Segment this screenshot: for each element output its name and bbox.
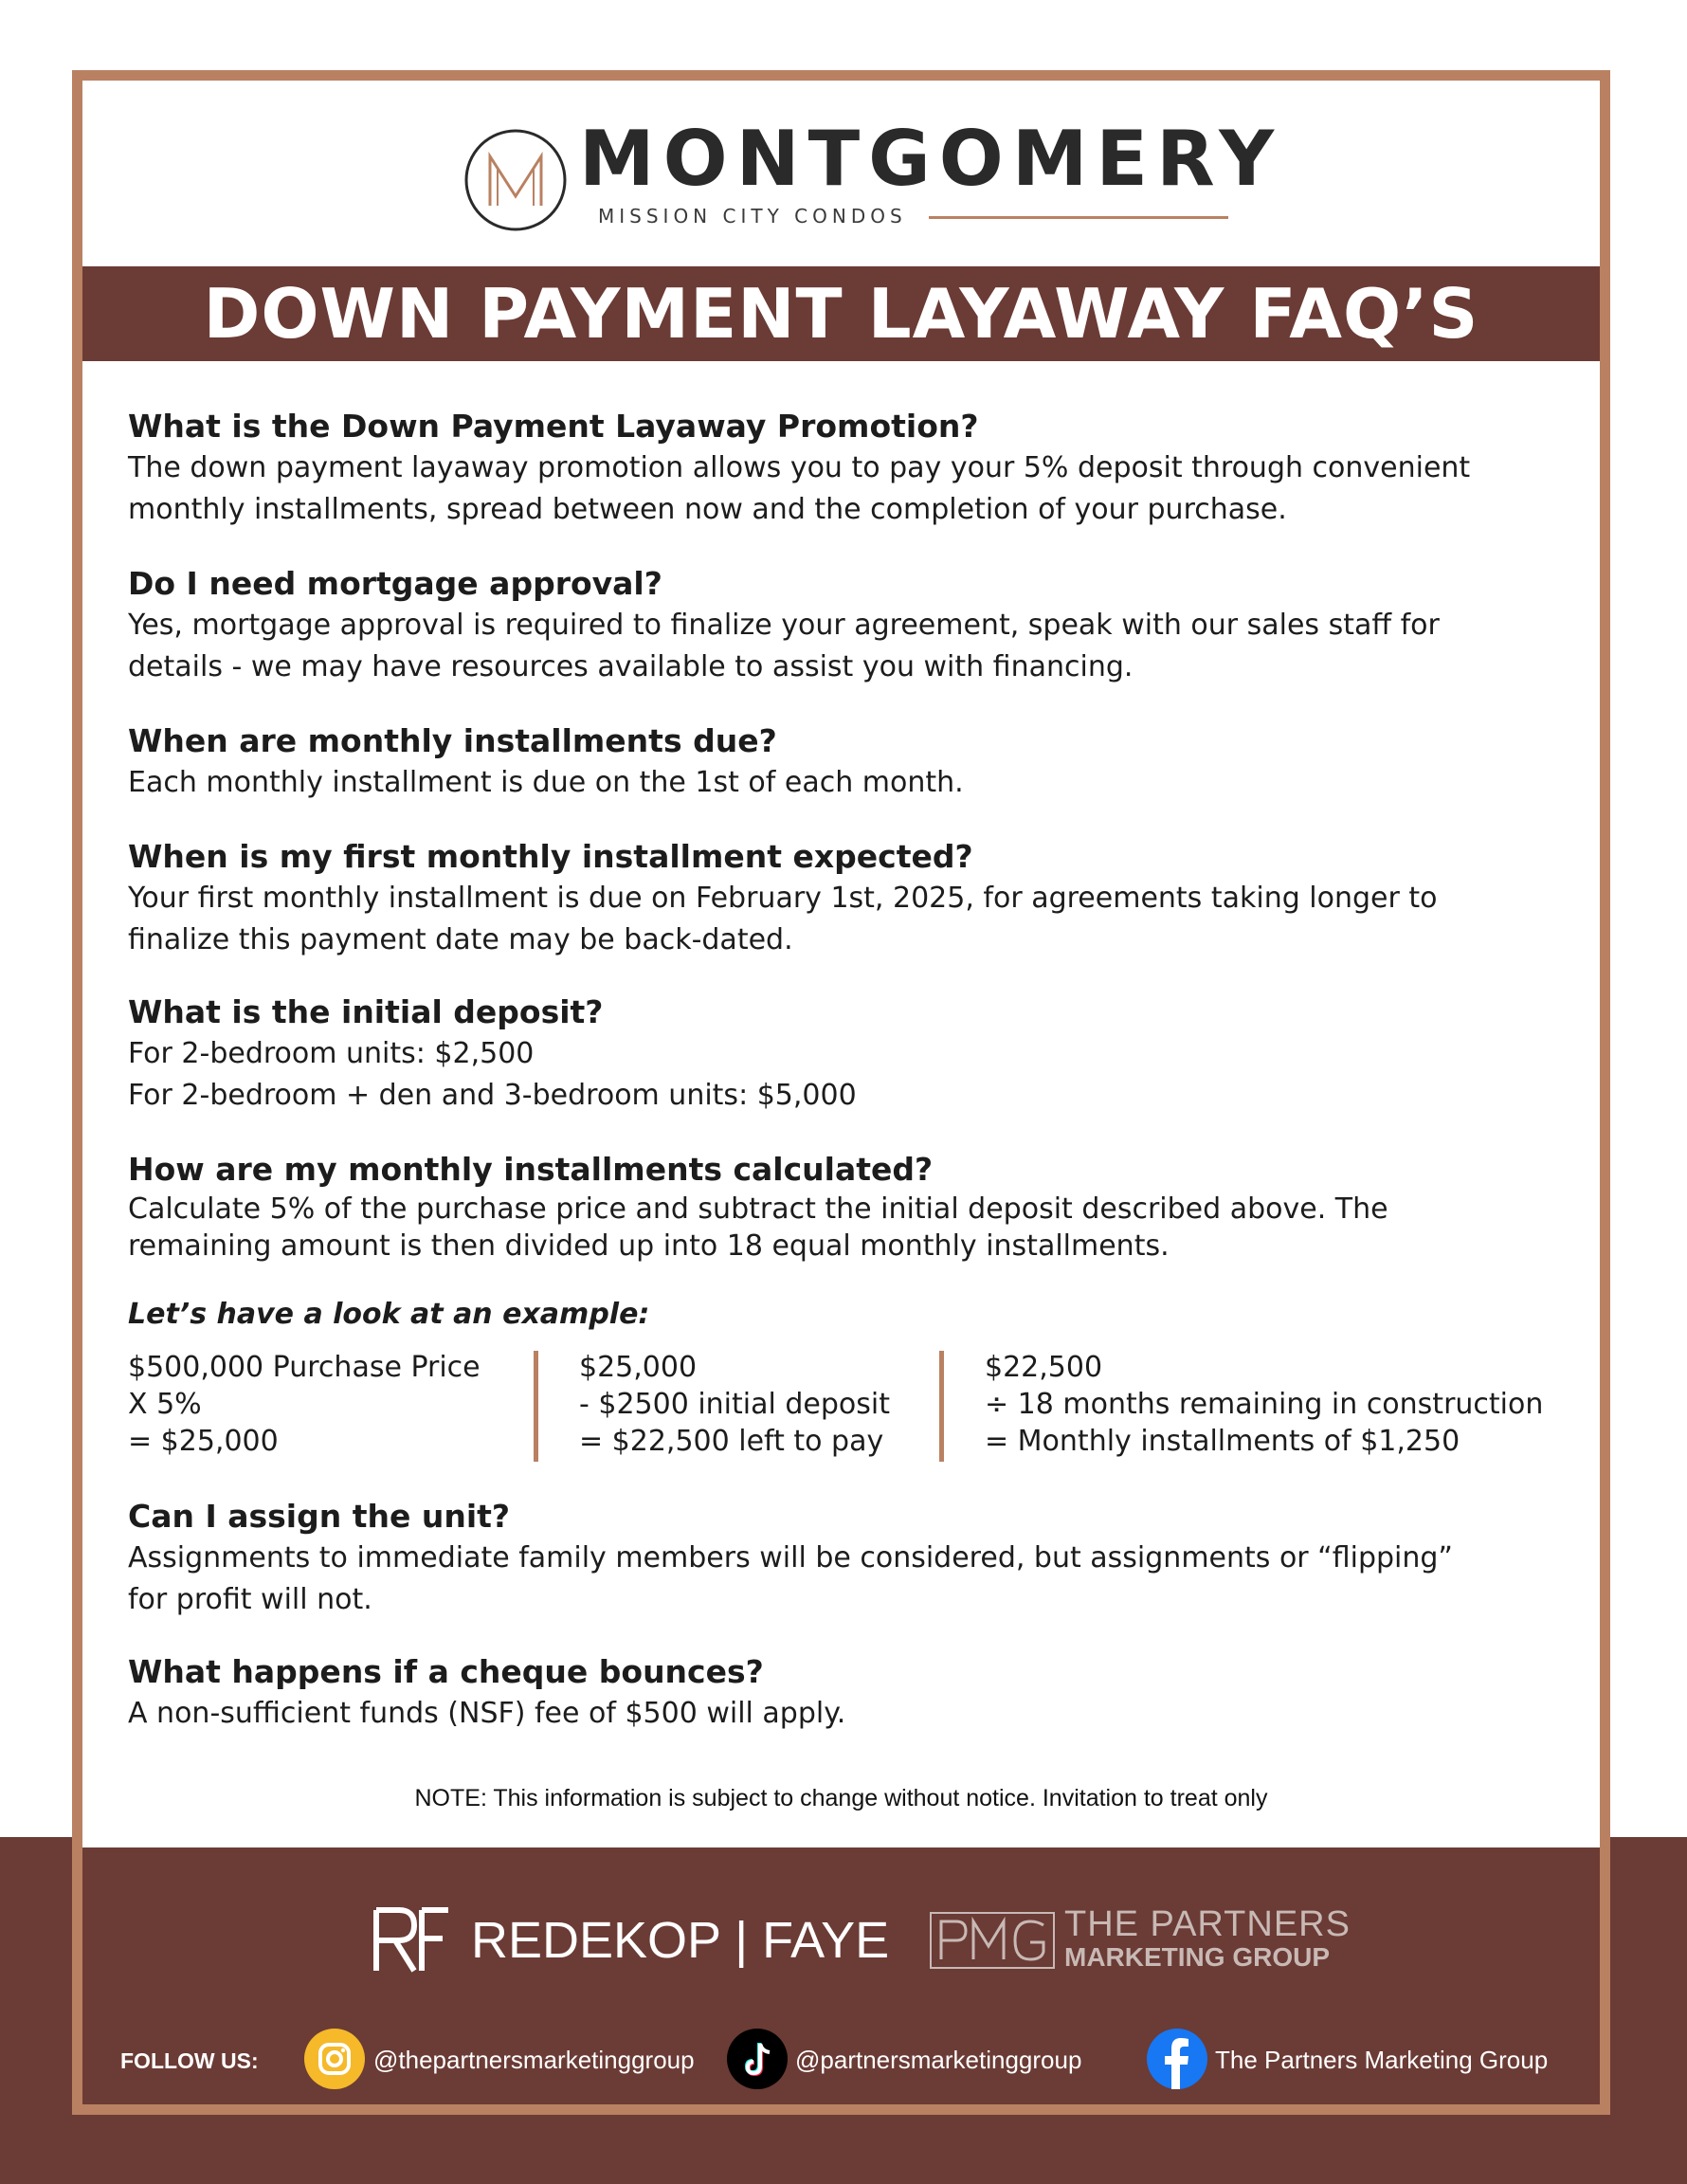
example-line: X 5% bbox=[128, 1388, 202, 1421]
brand-tagline: MISSION CITY CONDOS bbox=[598, 205, 907, 228]
example-line: = $25,000 bbox=[128, 1425, 279, 1458]
faq-item bbox=[128, 1651, 1569, 1735]
facebook-name[interactable]: The Partners Marketing Group bbox=[1215, 2046, 1549, 2074]
pmg-name-line2: MARKETING GROUP bbox=[1064, 1942, 1330, 1972]
pmg-name-line1: THE PARTNERS bbox=[1064, 1904, 1351, 1944]
example-divider bbox=[939, 1351, 944, 1462]
disclaimer-note: NOTE: This information is subject to change without notice. Invitation to treat only bbox=[414, 1785, 1268, 1811]
answer-line: for profit will not. bbox=[128, 1583, 372, 1616]
answer-line: The down payment layaway promotion allows you to pay your 5% deposit through convenient bbox=[128, 451, 1471, 484]
answer-line: finalize this payment date may be back-dated. bbox=[128, 923, 793, 956]
faq-item bbox=[128, 563, 1569, 688]
answer-line: monthly installments, spread between now and the completion of your purchase. bbox=[128, 493, 1287, 526]
example-line: $25,000 bbox=[579, 1351, 698, 1384]
example-column bbox=[985, 1349, 1543, 1460]
footer bbox=[82, 1847, 1600, 2115]
answer-line: A non-sufficient funds (NSF) fee of $500 will apply. bbox=[128, 1697, 846, 1730]
faq-answer bbox=[128, 762, 1569, 804]
example-line: $500,000 Purchase Price bbox=[128, 1351, 481, 1384]
facebook-icon[interactable] bbox=[1147, 2029, 1207, 2089]
faq-question: Do I need mortgage approval? bbox=[128, 565, 662, 602]
example-divider bbox=[534, 1351, 538, 1462]
faq-question: What is the Down Payment Layaway Promotion? bbox=[128, 408, 979, 445]
faq-question: When are monthly installments due? bbox=[128, 722, 777, 759]
answer-line: Assignments to immediate family members will be considered, but assignments or “flipping” bbox=[128, 1541, 1453, 1574]
tagline-rule bbox=[929, 216, 1228, 219]
example-line: = $22,500 left to pay bbox=[579, 1425, 884, 1458]
example-line: = Monthly installments of $1,250 bbox=[985, 1425, 1460, 1458]
answer-line: Yes, mortgage approval is required to finalize your agreement, speak with our sales staff for bbox=[128, 609, 1440, 642]
example-line: - $2500 initial deposit bbox=[579, 1388, 890, 1421]
faq-answer bbox=[128, 1538, 1569, 1621]
answer-line: remaining amount is then divided up into 18 equal monthly installments. bbox=[128, 1229, 1170, 1263]
faq-question: When is my first monthly installment expected? bbox=[128, 838, 973, 875]
faq-answer bbox=[128, 1191, 1569, 1265]
faq-item bbox=[128, 406, 1569, 531]
answer-line: For 2-bedroom + den and 3-bedroom units: $5,000 bbox=[128, 1079, 857, 1112]
faq-answer bbox=[128, 447, 1569, 531]
pmg-monogram-icon bbox=[930, 1912, 1055, 1969]
tiktok-handle[interactable]: @partnersmarketinggroup bbox=[795, 2046, 1082, 2074]
faq-answer bbox=[128, 878, 1569, 961]
page-title: DOWN PAYMENT LAYAWAY FAQ’S bbox=[82, 266, 1600, 361]
faq-item bbox=[128, 836, 1569, 961]
faq-answer bbox=[128, 605, 1569, 688]
faq-question: What is the initial deposit? bbox=[128, 993, 604, 1030]
example-line: $22,500 bbox=[985, 1351, 1103, 1384]
answer-line: details - we may have resources available to assist you with financing. bbox=[128, 650, 1134, 683]
faq-answer bbox=[128, 1033, 1569, 1117]
faq-item bbox=[128, 992, 1569, 1117]
example-title: Let’s have a look at an example: bbox=[128, 1298, 650, 1331]
faq-question: Can I assign the unit? bbox=[128, 1498, 511, 1535]
faq-question: How are my monthly installments calculated? bbox=[128, 1151, 934, 1188]
example-column bbox=[128, 1349, 481, 1460]
redekop-faye-name: REDEKOP | FAYE bbox=[471, 1912, 890, 1969]
montgomery-logo-icon bbox=[463, 128, 568, 232]
tiktok-icon[interactable] bbox=[727, 2029, 788, 2089]
follow-us-label: FOLLOW US: bbox=[120, 2048, 259, 2073]
example-line: ÷ 18 months remaining in construction bbox=[985, 1388, 1544, 1421]
answer-line: Your first monthly installment is due on February 1st, 2025, for agreements taking longer to bbox=[128, 882, 1438, 915]
instagram-handle[interactable]: @thepartnersmarketinggroup bbox=[373, 2046, 695, 2074]
faq-item bbox=[128, 720, 1569, 804]
faq-answer bbox=[128, 1693, 1569, 1735]
rf-monogram-icon bbox=[372, 1906, 450, 1975]
instagram-icon[interactable] bbox=[304, 2029, 365, 2089]
answer-line: Calculate 5% of the purchase price and subtract the initial deposit described above. The bbox=[128, 1192, 1388, 1226]
faq-item bbox=[128, 1149, 1569, 1265]
answer-line: Each monthly installment is due on the 1st of each month. bbox=[128, 766, 964, 799]
example-column bbox=[579, 1349, 890, 1460]
faq-question: What happens if a cheque bounces? bbox=[128, 1653, 764, 1690]
brand-name: MONTGOMERY bbox=[579, 115, 1283, 203]
answer-line: For 2-bedroom units: $2,500 bbox=[128, 1037, 535, 1070]
flyer-frame bbox=[72, 70, 1610, 2115]
faq-item bbox=[128, 1496, 1569, 1621]
